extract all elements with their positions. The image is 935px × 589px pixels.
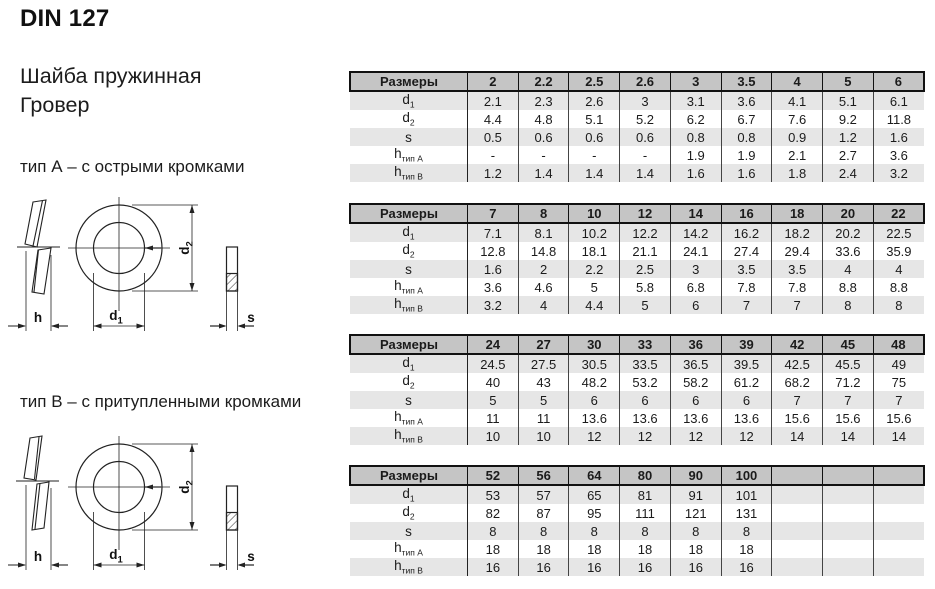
- table-row: [350, 427, 924, 445]
- size-column-header: 8: [518, 204, 569, 223]
- size-column-header: 20: [823, 204, 874, 223]
- value-cell: 12: [569, 427, 620, 445]
- value-cell: 2.4: [823, 164, 874, 182]
- value-cell: 24.5: [468, 354, 519, 373]
- value-cell: 16: [721, 558, 772, 576]
- value-cell: 12: [721, 427, 772, 445]
- value-cell: [823, 504, 874, 522]
- row-label: $h_{тип А}$: [350, 278, 468, 296]
- value-cell: 24.1: [670, 242, 721, 260]
- value-cell: 121: [670, 504, 721, 522]
- value-cell: 6.2: [670, 110, 721, 128]
- size-column-header: 4: [772, 72, 823, 91]
- sizes-header-cell: Размеры: [350, 72, 468, 91]
- value-cell: 7.8: [721, 278, 772, 296]
- value-cell: 6.1: [873, 91, 924, 110]
- value-cell: 18: [518, 540, 569, 558]
- row-label: $d_2$: [350, 110, 468, 128]
- value-cell: 40: [468, 373, 519, 391]
- size-column-header: 36: [670, 335, 721, 354]
- value-cell: 35.9: [873, 242, 924, 260]
- d2-dimension-label: $d_2$: [177, 241, 196, 255]
- value-cell: [823, 558, 874, 576]
- value-cell: 12.8: [468, 242, 519, 260]
- value-cell: 1.6: [468, 260, 519, 278]
- value-cell: -: [620, 146, 671, 164]
- value-cell: 7: [873, 391, 924, 409]
- table-row: [350, 146, 924, 164]
- size-column-header: 90: [670, 466, 721, 485]
- value-cell: 11: [468, 409, 519, 427]
- value-cell: 18.2: [772, 223, 823, 242]
- value-cell: -: [569, 146, 620, 164]
- size-column-header: 56: [518, 466, 569, 485]
- value-cell: 4: [823, 260, 874, 278]
- split-mark: [145, 246, 153, 251]
- size-column-header: 16: [721, 204, 772, 223]
- value-cell: 3.5: [721, 260, 772, 278]
- split-mark: [145, 485, 153, 490]
- type-a-drawing: [4, 189, 274, 339]
- value-cell: 49: [873, 354, 924, 373]
- value-cell: 14.2: [670, 223, 721, 242]
- type-a-caption: тип А – с острыми кромками: [20, 157, 245, 176]
- value-cell: 5.1: [569, 110, 620, 128]
- value-cell: 39.5: [721, 354, 772, 373]
- value-cell: 45.5: [823, 354, 874, 373]
- value-cell: 30.5: [569, 354, 620, 373]
- value-cell: 29.4: [772, 242, 823, 260]
- h-dimension-label: h: [33, 549, 43, 564]
- row-label: s: [350, 522, 468, 540]
- value-cell: 5.8: [620, 278, 671, 296]
- value-cell: 4: [518, 296, 569, 314]
- value-cell: 0.8: [721, 128, 772, 146]
- value-cell: 16: [620, 558, 671, 576]
- value-cell: 18: [620, 540, 671, 558]
- row-label: $h_{тип В}$: [350, 427, 468, 445]
- value-cell: 12.2: [620, 223, 671, 242]
- value-cell: 8.8: [873, 278, 924, 296]
- value-cell: 0.8: [670, 128, 721, 146]
- value-cell: 6.7: [721, 110, 772, 128]
- value-cell: [873, 540, 924, 558]
- value-cell: 3.6: [468, 278, 519, 296]
- value-cell: 4.4: [468, 110, 519, 128]
- size-column-header: 100: [721, 466, 772, 485]
- value-cell: 33.6: [823, 242, 874, 260]
- value-cell: 5.2: [620, 110, 671, 128]
- dimension-table-2: [349, 203, 925, 314]
- value-cell: 11.8: [873, 110, 924, 128]
- h-dimension-label: h: [33, 310, 43, 325]
- d1-dimension-label: $d_1$: [109, 308, 123, 327]
- size-column-header: 30: [569, 335, 620, 354]
- type-b-caption: тип В – с притупленными кромками: [20, 392, 302, 411]
- value-cell: 8: [823, 296, 874, 314]
- value-cell: 4.6: [518, 278, 569, 296]
- row-label: $h_{тип В}$: [350, 296, 468, 314]
- size-column-header: 5: [823, 72, 874, 91]
- row-label: $h_{тип А}$: [350, 409, 468, 427]
- size-column-header: 80: [620, 466, 671, 485]
- value-cell: [873, 522, 924, 540]
- value-cell: 10: [468, 427, 519, 445]
- value-cell: 5: [620, 296, 671, 314]
- value-cell: 6: [670, 296, 721, 314]
- value-cell: 1.9: [670, 146, 721, 164]
- value-cell: 7: [823, 391, 874, 409]
- value-cell: 14: [772, 427, 823, 445]
- value-cell: 16: [518, 558, 569, 576]
- value-cell: 53.2: [620, 373, 671, 391]
- value-cell: 3.1: [670, 91, 721, 110]
- value-cell: 0.6: [518, 128, 569, 146]
- value-cell: 0.9: [772, 128, 823, 146]
- size-column-header: 39: [721, 335, 772, 354]
- table-row: [350, 223, 924, 242]
- size-column-header: 2.6: [620, 72, 671, 91]
- table-row: [350, 110, 924, 128]
- value-cell: 14: [823, 427, 874, 445]
- value-cell: 10: [518, 427, 569, 445]
- size-column-header: [772, 466, 823, 485]
- row-label: $d_1$: [350, 223, 468, 242]
- value-cell: 82: [468, 504, 519, 522]
- value-cell: [772, 522, 823, 540]
- value-cell: 6: [721, 391, 772, 409]
- table-row: [350, 485, 924, 504]
- value-cell: 18.1: [569, 242, 620, 260]
- value-cell: -: [468, 146, 519, 164]
- value-cell: 2.2: [569, 260, 620, 278]
- value-cell: 15.6: [823, 409, 874, 427]
- value-cell: 68.2: [772, 373, 823, 391]
- value-cell: 6: [620, 391, 671, 409]
- value-cell: 1.4: [569, 164, 620, 182]
- sizes-header-cell: Размеры: [350, 204, 468, 223]
- d1-dimension-label: $d_1$: [109, 547, 123, 566]
- size-column-header: 6: [873, 72, 924, 91]
- value-cell: 9.2: [823, 110, 874, 128]
- value-cell: [772, 504, 823, 522]
- row-label: $d_1$: [350, 485, 468, 504]
- page-title: DIN 127: [20, 5, 110, 32]
- value-cell: 61.2: [721, 373, 772, 391]
- value-cell: 4.8: [518, 110, 569, 128]
- dimension-table-1: [349, 71, 925, 182]
- value-cell: 3.2: [873, 164, 924, 182]
- value-cell: 87: [518, 504, 569, 522]
- value-cell: 1.4: [518, 164, 569, 182]
- value-cell: 15.6: [873, 409, 924, 427]
- value-cell: 1.4: [620, 164, 671, 182]
- type-b-drawing: [4, 428, 274, 578]
- subtitle: [20, 62, 202, 120]
- dimension-table-4: [349, 465, 925, 576]
- value-cell: 20.2: [823, 223, 874, 242]
- row-label: $h_{тип В}$: [350, 558, 468, 576]
- value-cell: 0.6: [620, 128, 671, 146]
- table-row: [350, 91, 924, 110]
- value-cell: 27.5: [518, 354, 569, 373]
- value-cell: [873, 558, 924, 576]
- value-cell: 18: [721, 540, 772, 558]
- value-cell: 111: [620, 504, 671, 522]
- table-row: [350, 296, 924, 314]
- value-cell: 8.1: [518, 223, 569, 242]
- value-cell: 11: [518, 409, 569, 427]
- value-cell: 16: [569, 558, 620, 576]
- value-cell: 13.6: [721, 409, 772, 427]
- table-row: [350, 409, 924, 427]
- value-cell: 71.2: [823, 373, 874, 391]
- value-cell: 0.6: [569, 128, 620, 146]
- value-cell: 2.6: [569, 91, 620, 110]
- value-cell: 5: [468, 391, 519, 409]
- size-column-header: 33: [620, 335, 671, 354]
- sizes-header-cell: Размеры: [350, 466, 468, 485]
- size-column-header: 3.5: [721, 72, 772, 91]
- d2-dimension-label: $d_2$: [177, 480, 196, 494]
- value-cell: [772, 540, 823, 558]
- size-column-header: 22: [873, 204, 924, 223]
- value-cell: 131: [721, 504, 772, 522]
- value-cell: 7: [772, 296, 823, 314]
- value-cell: 33.5: [620, 354, 671, 373]
- value-cell: 3: [620, 91, 671, 110]
- value-cell: 1.6: [670, 164, 721, 182]
- value-cell: 8: [569, 522, 620, 540]
- dimension-table-3: [349, 334, 925, 445]
- size-column-header: 64: [569, 466, 620, 485]
- value-cell: 16: [468, 558, 519, 576]
- row-label: $h_{тип А}$: [350, 146, 468, 164]
- value-cell: 7.6: [772, 110, 823, 128]
- size-column-header: 18: [772, 204, 823, 223]
- value-cell: 5: [518, 391, 569, 409]
- table-row: [350, 354, 924, 373]
- value-cell: 81: [620, 485, 671, 504]
- value-cell: 1.8: [772, 164, 823, 182]
- value-cell: 8: [721, 522, 772, 540]
- subtitle-line2: Гровер: [20, 93, 90, 117]
- value-cell: [873, 485, 924, 504]
- value-cell: [873, 504, 924, 522]
- row-label: $d_2$: [350, 242, 468, 260]
- size-column-header: 14: [670, 204, 721, 223]
- front-view: [68, 197, 198, 331]
- size-column-header: [873, 466, 924, 485]
- value-cell: 8: [670, 522, 721, 540]
- value-cell: 16.2: [721, 223, 772, 242]
- value-cell: 43: [518, 373, 569, 391]
- size-column-header: 52: [468, 466, 519, 485]
- value-cell: 2.1: [468, 91, 519, 110]
- row-label: $d_2$: [350, 504, 468, 522]
- value-cell: 8: [873, 296, 924, 314]
- value-cell: 2: [518, 260, 569, 278]
- value-cell: 10.2: [569, 223, 620, 242]
- s-dimension-label: s: [247, 549, 255, 564]
- s-dimension-label: s: [247, 310, 255, 325]
- row-label: $h_{тип В}$: [350, 164, 468, 182]
- table-row: [350, 391, 924, 409]
- row-label: s: [350, 260, 468, 278]
- value-cell: 65: [569, 485, 620, 504]
- value-cell: 2.3: [518, 91, 569, 110]
- value-cell: 4.4: [569, 296, 620, 314]
- row-label: $d_1$: [350, 91, 468, 110]
- size-column-header: 27: [518, 335, 569, 354]
- value-cell: 18: [468, 540, 519, 558]
- value-cell: 1.6: [721, 164, 772, 182]
- value-cell: -: [518, 146, 569, 164]
- table-row: [350, 373, 924, 391]
- value-cell: 3: [670, 260, 721, 278]
- size-column-header: 48: [873, 335, 924, 354]
- table-row: [350, 242, 924, 260]
- row-label: s: [350, 128, 468, 146]
- value-cell: 36.5: [670, 354, 721, 373]
- value-cell: 7.8: [772, 278, 823, 296]
- size-column-header: 2: [468, 72, 519, 91]
- value-cell: 1.9: [721, 146, 772, 164]
- value-cell: 6: [569, 391, 620, 409]
- table-row: [350, 522, 924, 540]
- value-cell: 18: [670, 540, 721, 558]
- size-column-header: 12: [620, 204, 671, 223]
- value-cell: 14: [873, 427, 924, 445]
- value-cell: 101: [721, 485, 772, 504]
- value-cell: 7.1: [468, 223, 519, 242]
- table-row: [350, 260, 924, 278]
- value-cell: 22.5: [873, 223, 924, 242]
- value-cell: 48.2: [569, 373, 620, 391]
- size-column-header: 10: [569, 204, 620, 223]
- value-cell: 13.6: [620, 409, 671, 427]
- value-cell: 7: [772, 391, 823, 409]
- table-row: [350, 540, 924, 558]
- value-cell: 14.8: [518, 242, 569, 260]
- value-cell: 53: [468, 485, 519, 504]
- size-column-header: 7: [468, 204, 519, 223]
- value-cell: 3.6: [721, 91, 772, 110]
- value-cell: 4: [873, 260, 924, 278]
- size-column-header: 2.2: [518, 72, 569, 91]
- value-cell: [823, 485, 874, 504]
- value-cell: [823, 522, 874, 540]
- value-cell: 2.1: [772, 146, 823, 164]
- value-cell: 0.5: [468, 128, 519, 146]
- subtitle-line1: Шайба пружинная: [20, 64, 202, 88]
- table-row: [350, 504, 924, 522]
- value-cell: 95: [569, 504, 620, 522]
- value-cell: 58.2: [670, 373, 721, 391]
- value-cell: 3.5: [772, 260, 823, 278]
- row-label: $d_2$: [350, 373, 468, 391]
- value-cell: 13.6: [569, 409, 620, 427]
- value-cell: 4.1: [772, 91, 823, 110]
- value-cell: 2.5: [620, 260, 671, 278]
- value-cell: 21.1: [620, 242, 671, 260]
- value-cell: 15.6: [772, 409, 823, 427]
- value-cell: 8.8: [823, 278, 874, 296]
- table-row: [350, 164, 924, 182]
- value-cell: 6.8: [670, 278, 721, 296]
- table-row: [350, 558, 924, 576]
- value-cell: 57: [518, 485, 569, 504]
- value-cell: 5.1: [823, 91, 874, 110]
- row-label: $h_{тип А}$: [350, 540, 468, 558]
- value-cell: 13.6: [670, 409, 721, 427]
- value-cell: 3.6: [873, 146, 924, 164]
- sizes-header-cell: Размеры: [350, 335, 468, 354]
- value-cell: 8: [518, 522, 569, 540]
- value-cell: 75: [873, 373, 924, 391]
- table-row: [350, 278, 924, 296]
- value-cell: 18: [569, 540, 620, 558]
- value-cell: 5: [569, 278, 620, 296]
- value-cell: 1.2: [468, 164, 519, 182]
- value-cell: [772, 485, 823, 504]
- value-cell: 8: [468, 522, 519, 540]
- value-cell: 91: [670, 485, 721, 504]
- table-row: [350, 128, 924, 146]
- value-cell: 8: [620, 522, 671, 540]
- row-label: s: [350, 391, 468, 409]
- value-cell: 42.5: [772, 354, 823, 373]
- size-column-header: 45: [823, 335, 874, 354]
- row-label: $d_1$: [350, 354, 468, 373]
- value-cell: 3.2: [468, 296, 519, 314]
- value-cell: 27.4: [721, 242, 772, 260]
- value-cell: 7: [721, 296, 772, 314]
- size-column-header: 42: [772, 335, 823, 354]
- value-cell: 1.2: [823, 128, 874, 146]
- value-cell: [772, 558, 823, 576]
- value-cell: 12: [620, 427, 671, 445]
- size-column-header: [823, 466, 874, 485]
- size-column-header: 2.5: [569, 72, 620, 91]
- front-view: [68, 436, 198, 570]
- value-cell: 1.6: [873, 128, 924, 146]
- size-column-header: 24: [468, 335, 519, 354]
- value-cell: 2.7: [823, 146, 874, 164]
- value-cell: 6: [670, 391, 721, 409]
- size-column-header: 3: [670, 72, 721, 91]
- value-cell: 16: [670, 558, 721, 576]
- value-cell: 12: [670, 427, 721, 445]
- value-cell: [823, 540, 874, 558]
